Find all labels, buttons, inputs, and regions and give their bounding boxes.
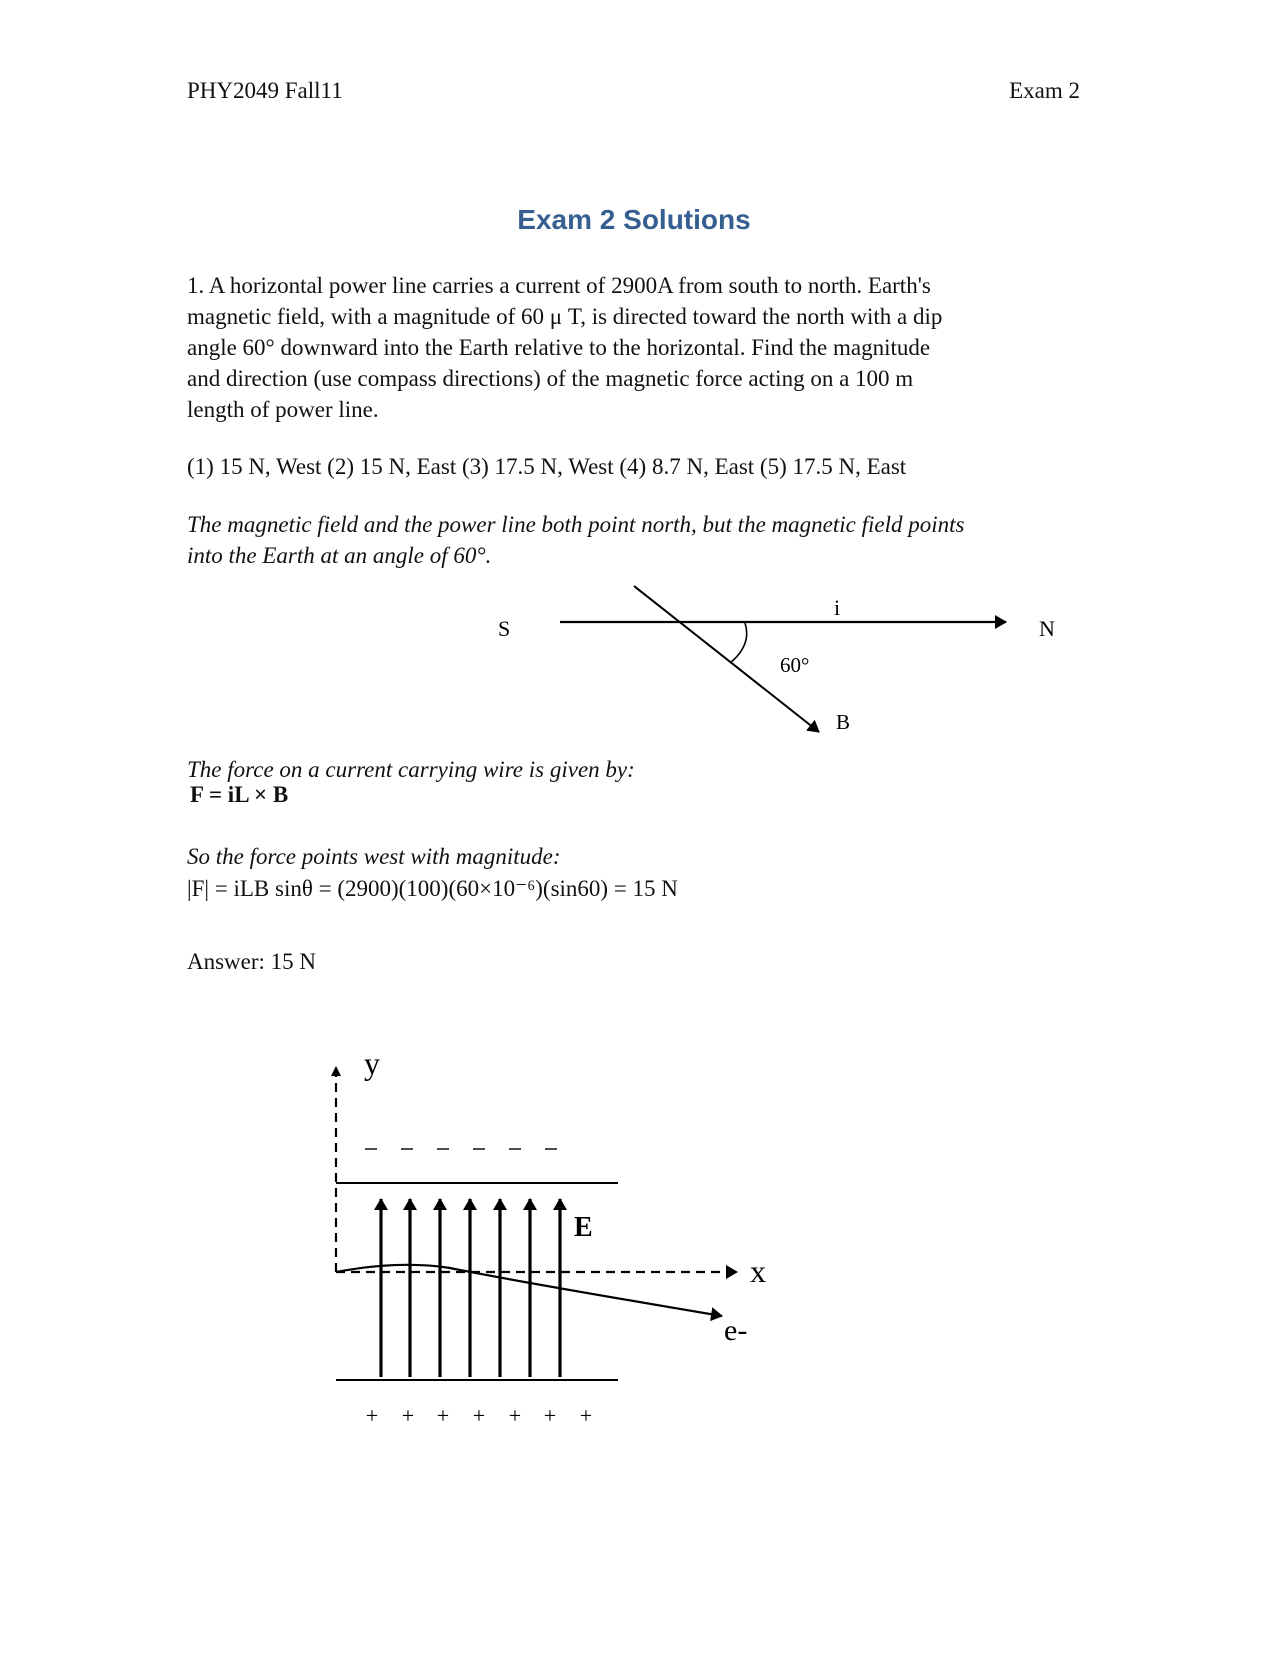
positive-charge: + bbox=[472, 1403, 486, 1428]
header-course: PHY2049 Fall11 bbox=[187, 78, 343, 103]
positive-charge: + bbox=[436, 1403, 450, 1428]
solution-intro-line: into the Earth at an angle of 60°. bbox=[187, 543, 492, 568]
header-exam: Exam 2 bbox=[1009, 78, 1080, 103]
question-line: angle 60° downward into the Earth relative to the horizontal. Find the magnitude bbox=[187, 335, 931, 360]
page-title: Exam 2 Solutions bbox=[517, 204, 751, 235]
question-line: and direction (use compass directions) of the magnetic force acting on a 100 m bbox=[187, 366, 914, 391]
angle-arc bbox=[730, 623, 747, 663]
field-label: B bbox=[836, 710, 851, 734]
question-line: length of power line. bbox=[187, 397, 379, 422]
positive-charge: + bbox=[579, 1403, 593, 1428]
electron-deflection-diagram bbox=[336, 1045, 766, 1428]
question-line: 1. A horizontal power line carries a current of 2900A from south to north. Earth's bbox=[187, 273, 931, 298]
field-label: E bbox=[574, 1212, 593, 1243]
answer-choices: (1) 15 N, West (2) 15 N, East (3) 17.5 N, West (4) 8.7 N, East (5) 17.5 N, East bbox=[187, 454, 907, 479]
y-axis-label: y bbox=[364, 1045, 380, 1081]
direction-text: So the force points west with magnitude: bbox=[187, 844, 561, 869]
positive-charge: + bbox=[365, 1403, 379, 1428]
solution-intro-line: The magnetic field and the power line both point north, but the magnetic field points bbox=[187, 512, 965, 537]
force-equation: F = iL × B bbox=[190, 782, 289, 807]
answer-text: Answer: 15 N bbox=[187, 949, 317, 974]
force-text: The force on a current carrying wire is given by: bbox=[187, 757, 635, 782]
question-line: magnetic field, with a magnitude of 60 μ T, is directed toward the north with a dip bbox=[187, 304, 943, 329]
current-label: i bbox=[834, 595, 841, 620]
x-axis-label: x bbox=[750, 1253, 766, 1289]
electron-label: e- bbox=[724, 1314, 748, 1347]
magnitude-equation: |F| = iLB sinθ = (2900)(100)(60×10⁻⁶)(sin60) = 15 N bbox=[187, 876, 678, 901]
positive-charge: + bbox=[543, 1403, 557, 1428]
south-label: S bbox=[498, 616, 511, 641]
angle-label: 60° bbox=[780, 653, 810, 677]
field-line-diagram bbox=[498, 586, 1055, 734]
positive-charge: + bbox=[508, 1403, 522, 1428]
positive-charge: + bbox=[401, 1403, 415, 1428]
north-label: N bbox=[1039, 616, 1055, 641]
